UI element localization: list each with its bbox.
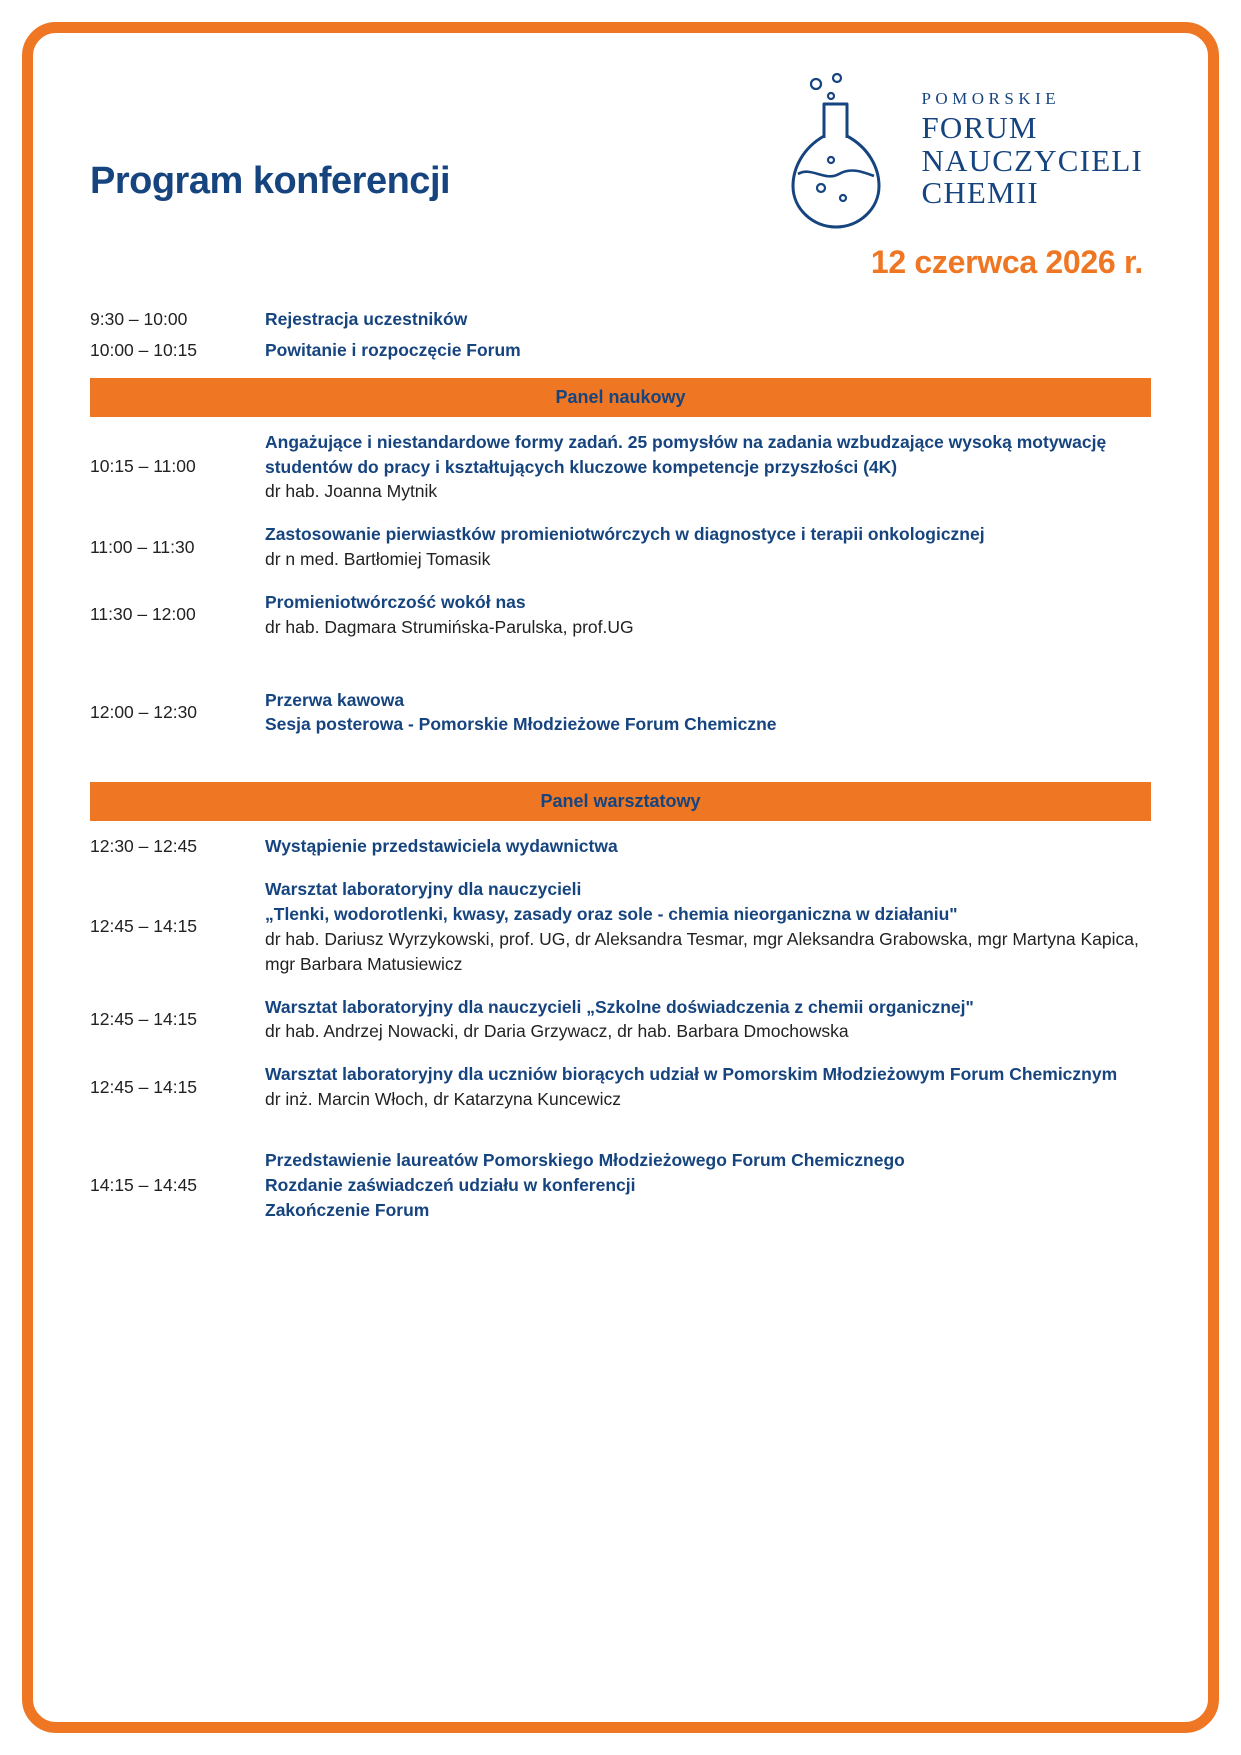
row-title: Powitanie i rozpoczęcie Forum	[265, 339, 521, 360]
row-time: 12:30 – 12:45	[90, 836, 198, 857]
row-time: 12:45 – 14:15	[90, 1076, 198, 1097]
schedule-row	[60, 335, 1181, 366]
row-title: Warsztat laboratoryjny dla nauczycieli „Szkolne doświadczenia z chemii organicznej"	[265, 996, 974, 1017]
erlenmeyer-flask-icon	[791, 70, 903, 230]
row-title: Przerwa kawowa	[265, 689, 405, 710]
schedule-row	[60, 831, 1181, 862]
row-time: 9:30 – 10:00	[90, 308, 188, 329]
logo-wordmark	[921, 90, 1143, 209]
row-speaker: dr hab. Andrzej Nowacki, dr Daria Grzywacz, dr hab. Barbara Dmochowska	[265, 1021, 849, 1042]
row-desc	[265, 307, 1181, 332]
row-speaker: dr hab. Dagmara Strumińska-Parulska, prof.UG	[265, 616, 634, 637]
section-header-panel-warsztatowy: Panel warsztatowy	[90, 782, 1151, 821]
row-title: Rejestracja uczestników	[265, 309, 468, 329]
event-date: 12 czerwca 2026 r.	[870, 244, 1143, 280]
row-title: Wystąpienie przedstawiciela wydawnictwa	[265, 836, 618, 857]
schedule-row	[60, 992, 1181, 1048]
row-desc	[265, 688, 1181, 738]
row-title: Przedstawienie laureatów Pomorskiego Młodzieżowego Forum Chemicznego	[265, 1149, 905, 1170]
row-desc	[265, 522, 1181, 572]
schedule-row	[60, 874, 1181, 979]
row-time: 14:15 – 14:45	[90, 1174, 198, 1195]
schedule-row	[60, 304, 1181, 335]
row-time: 10:15 – 11:00	[90, 456, 196, 477]
row-title: Warsztat laboratoryjny dla uczniów biorących udział w Pomorskim Młodzieżowym Forum Chemicznym	[265, 1064, 1118, 1085]
row-title: Promieniotwórczość wokół nas	[265, 591, 526, 612]
logo-row	[791, 70, 1143, 230]
row-title: Warsztat laboratoryjny dla nauczycieli	[265, 879, 582, 900]
row-time: 12:45 – 14:15	[90, 1008, 198, 1029]
row-speaker: dr hab. Joanna Mytnik	[265, 481, 438, 502]
row-time: 10:00 – 10:15	[90, 339, 198, 360]
logo-line-4: CHEMII	[921, 175, 1039, 211]
row-title-secondary: Rozdanie zaświadczeń udziału w konferencji	[265, 1174, 636, 1195]
schedule	[60, 304, 1181, 1225]
row-desc	[265, 995, 1181, 1045]
row-speaker: dr inż. Marcin Włoch, dr Katarzyna Kuncewicz	[265, 1089, 621, 1110]
logo-block	[791, 70, 1143, 281]
page-title: Program konferencji	[90, 160, 451, 202]
row-time: 11:00 – 11:30	[90, 536, 195, 557]
schedule-row	[60, 1145, 1181, 1226]
row-desc	[265, 338, 1181, 363]
page-content	[60, 50, 1181, 1705]
row-speaker: dr n med. Bartłomiej Tomasik	[265, 549, 491, 570]
row-title-tertiary: Zakończenie Forum	[265, 1199, 430, 1220]
row-desc	[265, 877, 1181, 976]
section-header-panel-naukowy: Panel naukowy	[90, 378, 1151, 417]
row-speaker: dr hab. Dariusz Wyrzykowski, prof. UG, dr Aleksandra Tesmar, mgr Aleksandra Grabowska, mgr Martyna Kapica, mgr Barbara Matusiewicz	[265, 928, 1139, 974]
row-desc	[265, 1148, 1181, 1223]
schedule-row	[60, 1059, 1181, 1115]
row-time: 12:45 – 14:15	[90, 916, 198, 937]
row-time: 11:30 – 12:00	[90, 604, 196, 625]
row-desc	[265, 590, 1181, 640]
logo-line-1: POMORSKIE	[921, 89, 1061, 109]
row-title-secondary: „Tlenki, wodorotlenki, kwasy, zasady oraz sole - chemia nieorganiczna w działaniu"	[265, 903, 958, 924]
logo-line-3: NAUCZYCIELI	[921, 142, 1143, 178]
header	[60, 50, 1181, 300]
row-title: Angażujące i niestandardowe formy zadań. 25 pomysłów na zadania wzbudzające wysoką motywację studentów do pracy i kształtujących kluczowe kompetencje przyszłości (4K)	[265, 431, 1107, 477]
schedule-row	[60, 587, 1181, 643]
schedule-row	[60, 685, 1181, 741]
row-title-secondary: Sesja posterowa - Pomorskie Młodzieżowe Forum Chemiczne	[265, 714, 777, 735]
row-title: Zastosowanie pierwiastków promieniotwórczych w diagnostyce i terapii onkologicznej	[265, 524, 985, 545]
logo-line-2: FORUM	[921, 110, 1038, 146]
schedule-row	[60, 427, 1181, 508]
row-desc	[265, 1062, 1181, 1112]
row-time: 12:00 – 12:30	[90, 701, 198, 722]
schedule-row	[60, 519, 1181, 575]
row-desc	[265, 834, 1181, 859]
row-desc	[265, 430, 1181, 505]
